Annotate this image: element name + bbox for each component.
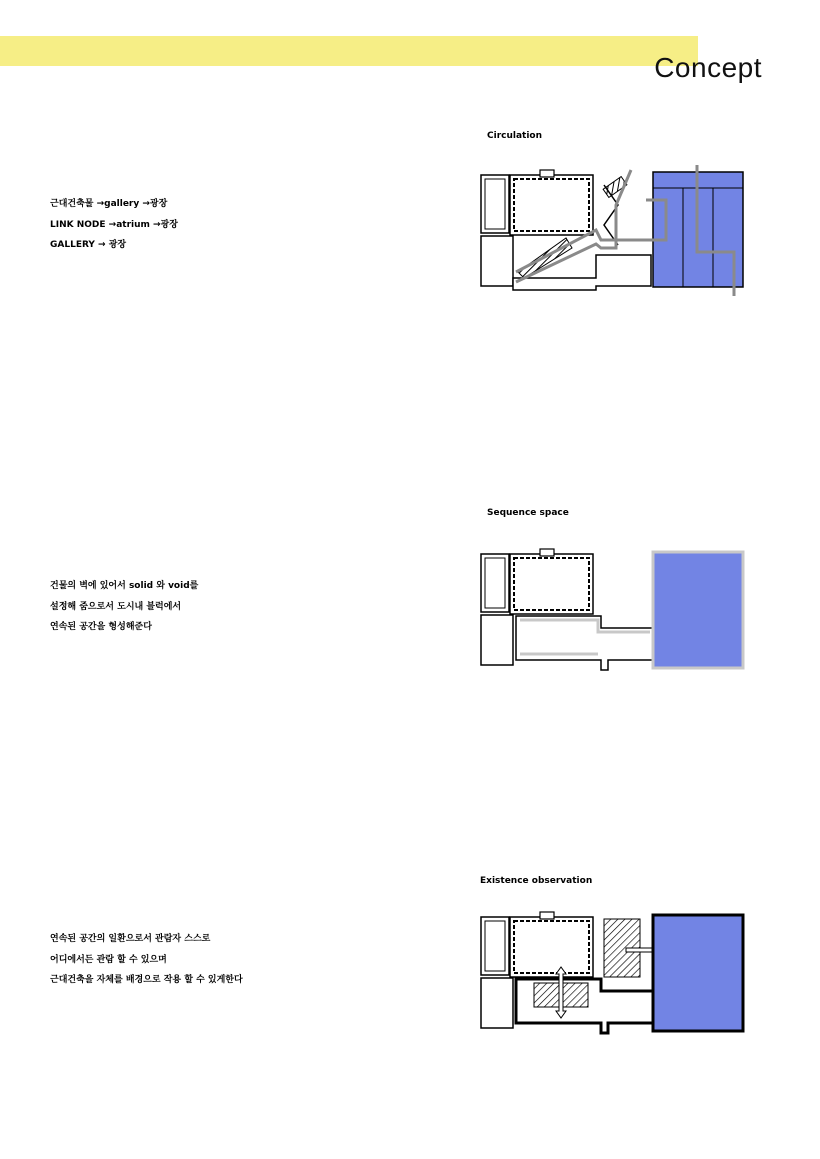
section-label: Existence observation xyxy=(480,876,593,886)
modern-building xyxy=(510,917,593,977)
entrance xyxy=(540,912,554,919)
description-line: 연속된 공간의 일환으로서 관람자 스스로 xyxy=(50,934,211,944)
description-line: 근대건축을 자체를 배경으로 작용 할 수 있게한다 xyxy=(50,975,243,985)
sequence-space-diagram xyxy=(476,542,752,672)
description-line: 근대건축물 →gallery →광장 xyxy=(50,199,168,209)
sequence-corridor xyxy=(516,616,654,670)
description-line: 건물의 벽에 있어서 solid 와 void를 xyxy=(50,581,199,591)
circulation-diagram xyxy=(476,160,752,300)
entrance xyxy=(540,549,554,556)
existence-observation-diagram xyxy=(476,905,752,1035)
section-label: Circulation xyxy=(487,131,543,141)
lower-building xyxy=(481,615,513,665)
section-label: Sequence space xyxy=(487,508,569,518)
plaza-block xyxy=(653,552,743,668)
description-lines xyxy=(50,580,198,642)
description-lines xyxy=(50,198,178,260)
page-title: Concept xyxy=(654,52,762,83)
header-banner xyxy=(0,36,698,66)
modern-building xyxy=(510,554,593,614)
description-line: LINK NODE →atrium →광장 xyxy=(50,219,178,230)
modern-building xyxy=(510,175,593,235)
description-line: 어디에서든 관람 할 수 있으며 xyxy=(50,954,167,965)
description-line: GALLERY → 광장 xyxy=(50,240,127,250)
plaza-block xyxy=(653,915,743,1031)
description-line: 설정해 줌으로서 도시내 블럭에서 xyxy=(50,601,182,612)
description-lines xyxy=(50,933,243,995)
entrance xyxy=(540,170,554,177)
description-line: 연속된 공간을 형성해준다 xyxy=(50,622,152,632)
lower-building xyxy=(481,236,513,286)
lower-building xyxy=(481,978,513,1028)
